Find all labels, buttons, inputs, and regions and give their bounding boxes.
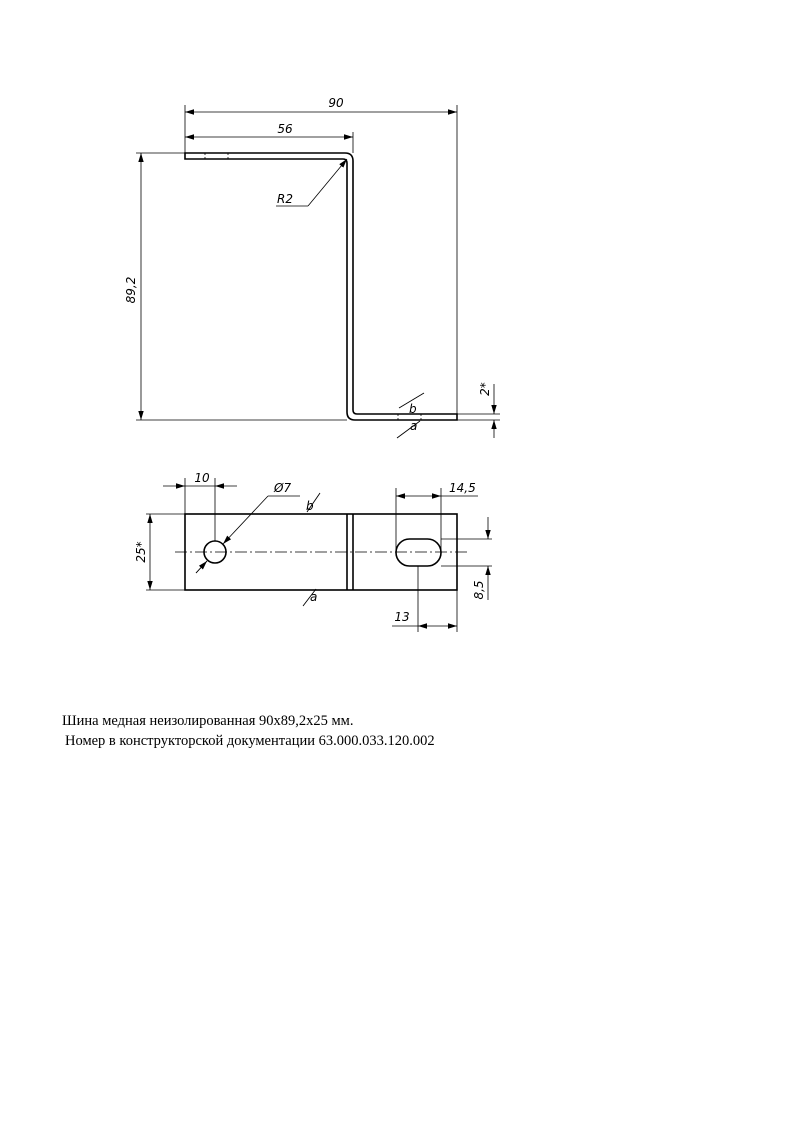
dim-slot-width bbox=[472, 517, 488, 600]
dim-height-label: 89,2 bbox=[124, 276, 138, 304]
side-view-hidden-lines bbox=[205, 153, 421, 420]
dim-hole-offset-label: 10 bbox=[194, 471, 210, 485]
dim-top-flange bbox=[185, 122, 353, 137]
dim-thickness-label: 2* bbox=[478, 382, 492, 396]
dim-hole-offset bbox=[163, 471, 237, 486]
side-view-section-marks bbox=[397, 393, 424, 438]
dim-top-flange-label: 56 bbox=[277, 122, 293, 136]
plan-weld-mark-lower: a bbox=[310, 590, 318, 604]
dim-slot-offset-label: 13 bbox=[394, 610, 410, 624]
bracket-outer-contour bbox=[185, 153, 457, 420]
dim-hole-diameter bbox=[196, 481, 300, 573]
dim-width bbox=[134, 514, 150, 590]
dim-bend-radius-label: R2 bbox=[277, 192, 293, 206]
dim-height bbox=[124, 153, 141, 420]
plan-weld-mark-upper: b bbox=[306, 499, 314, 513]
dim-thickness bbox=[478, 382, 494, 438]
plan-view-section-marks bbox=[303, 493, 320, 606]
dim-bend-radius bbox=[276, 159, 347, 206]
caption-document-number: Номер в конструкторской документации 63.000.033.120.002 bbox=[65, 733, 435, 749]
side-weld-mark-upper: b bbox=[409, 402, 417, 416]
side-weld-mark-lower: a bbox=[410, 419, 418, 433]
dim-overall-width-label: 90 bbox=[328, 96, 344, 110]
side-view bbox=[185, 153, 457, 420]
slot-hole bbox=[396, 539, 441, 566]
dim-overall-width bbox=[185, 96, 457, 112]
dim-slot-width-label: 8,5 bbox=[472, 580, 486, 600]
dim-slot-length-label: 14,5 bbox=[449, 481, 476, 495]
dim-slot-offset bbox=[392, 610, 457, 626]
dim-slot-length bbox=[396, 481, 478, 496]
dim-hole-diameter-label: Ø7 bbox=[274, 481, 292, 495]
caption-title: Шина медная неизолированная 90х89,2х25 мм. bbox=[62, 713, 354, 729]
dim-width-label: 25* bbox=[134, 541, 148, 563]
